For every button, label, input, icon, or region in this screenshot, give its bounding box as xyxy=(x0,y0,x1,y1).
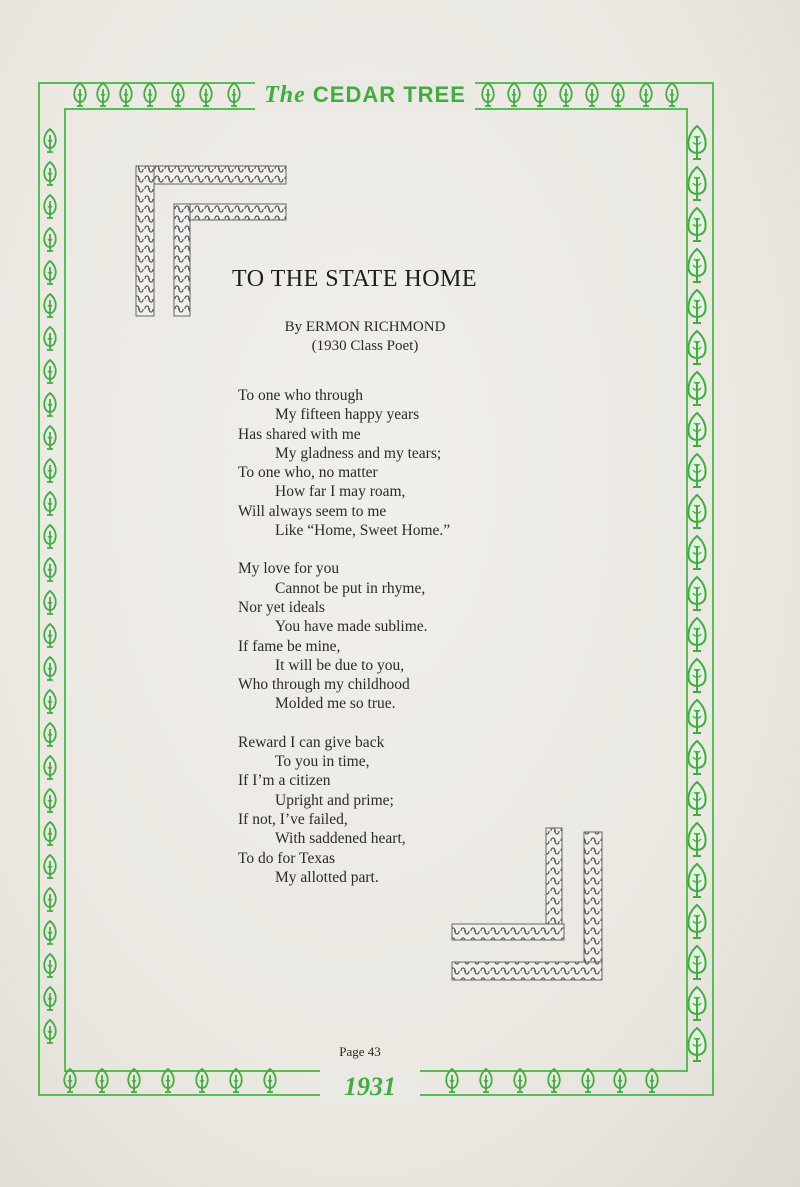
poem-line: Cannot be put in rhyme, xyxy=(275,579,426,597)
page-number: Page 43 xyxy=(339,1044,381,1059)
scroll-corner-ornament-top-left xyxy=(134,164,294,324)
poem-line: To do for Texas xyxy=(238,849,335,867)
poem-line: My love for you xyxy=(238,560,340,578)
poem-line: To one who, no matter xyxy=(238,464,378,482)
poem-line: Molded me so true. xyxy=(275,695,396,713)
poem-line: Nor yet ideals xyxy=(238,598,325,616)
poem-line: Who through my childhood xyxy=(238,676,410,694)
scroll-corner-ornament-bottom-right xyxy=(450,826,610,986)
poem-byline-block xyxy=(230,318,500,356)
poem-line: How far I may roam, xyxy=(275,483,406,501)
header-the: The xyxy=(264,82,306,108)
poem-stanza xyxy=(238,386,450,540)
poem-line: Will always seem to me xyxy=(238,502,387,520)
poem-line: My allotted part. xyxy=(275,868,379,886)
poem-line: Reward I can give back xyxy=(238,733,385,751)
poem-line: It will be due to you, xyxy=(275,656,405,674)
poem-line: If fame be mine, xyxy=(238,637,341,655)
footer-year: 1931 xyxy=(320,1070,420,1104)
poem-line: My fifteen happy years xyxy=(275,406,420,424)
header-title xyxy=(255,80,475,110)
header-cedar-tree: CEDAR TREE xyxy=(312,82,466,107)
poem-line: To one who through xyxy=(238,387,364,404)
poem-line: Upright and prime; xyxy=(275,791,394,809)
poem-line: Has shared with me xyxy=(238,425,361,443)
poem-body xyxy=(238,386,450,906)
poem-line: If not, I’ve failed, xyxy=(238,810,348,828)
poem-author-credit: (1930 Class Poet) xyxy=(311,338,419,354)
poem-line: My gladness and my tears; xyxy=(275,444,442,462)
poem-title: TO THE STATE HOME xyxy=(232,266,478,292)
poem-stanza xyxy=(238,733,450,887)
poem-author: By ERMON RICHMOND xyxy=(284,319,446,335)
poem-line: With saddened heart, xyxy=(275,830,406,848)
poem-line: Like “Home, Sweet Home.” xyxy=(275,522,451,540)
poem-stanza xyxy=(238,559,450,713)
poem-line: You have made sublime. xyxy=(275,618,428,636)
poem-line: If I’m a citizen xyxy=(238,772,331,790)
poem-line: To you in time, xyxy=(275,753,370,771)
